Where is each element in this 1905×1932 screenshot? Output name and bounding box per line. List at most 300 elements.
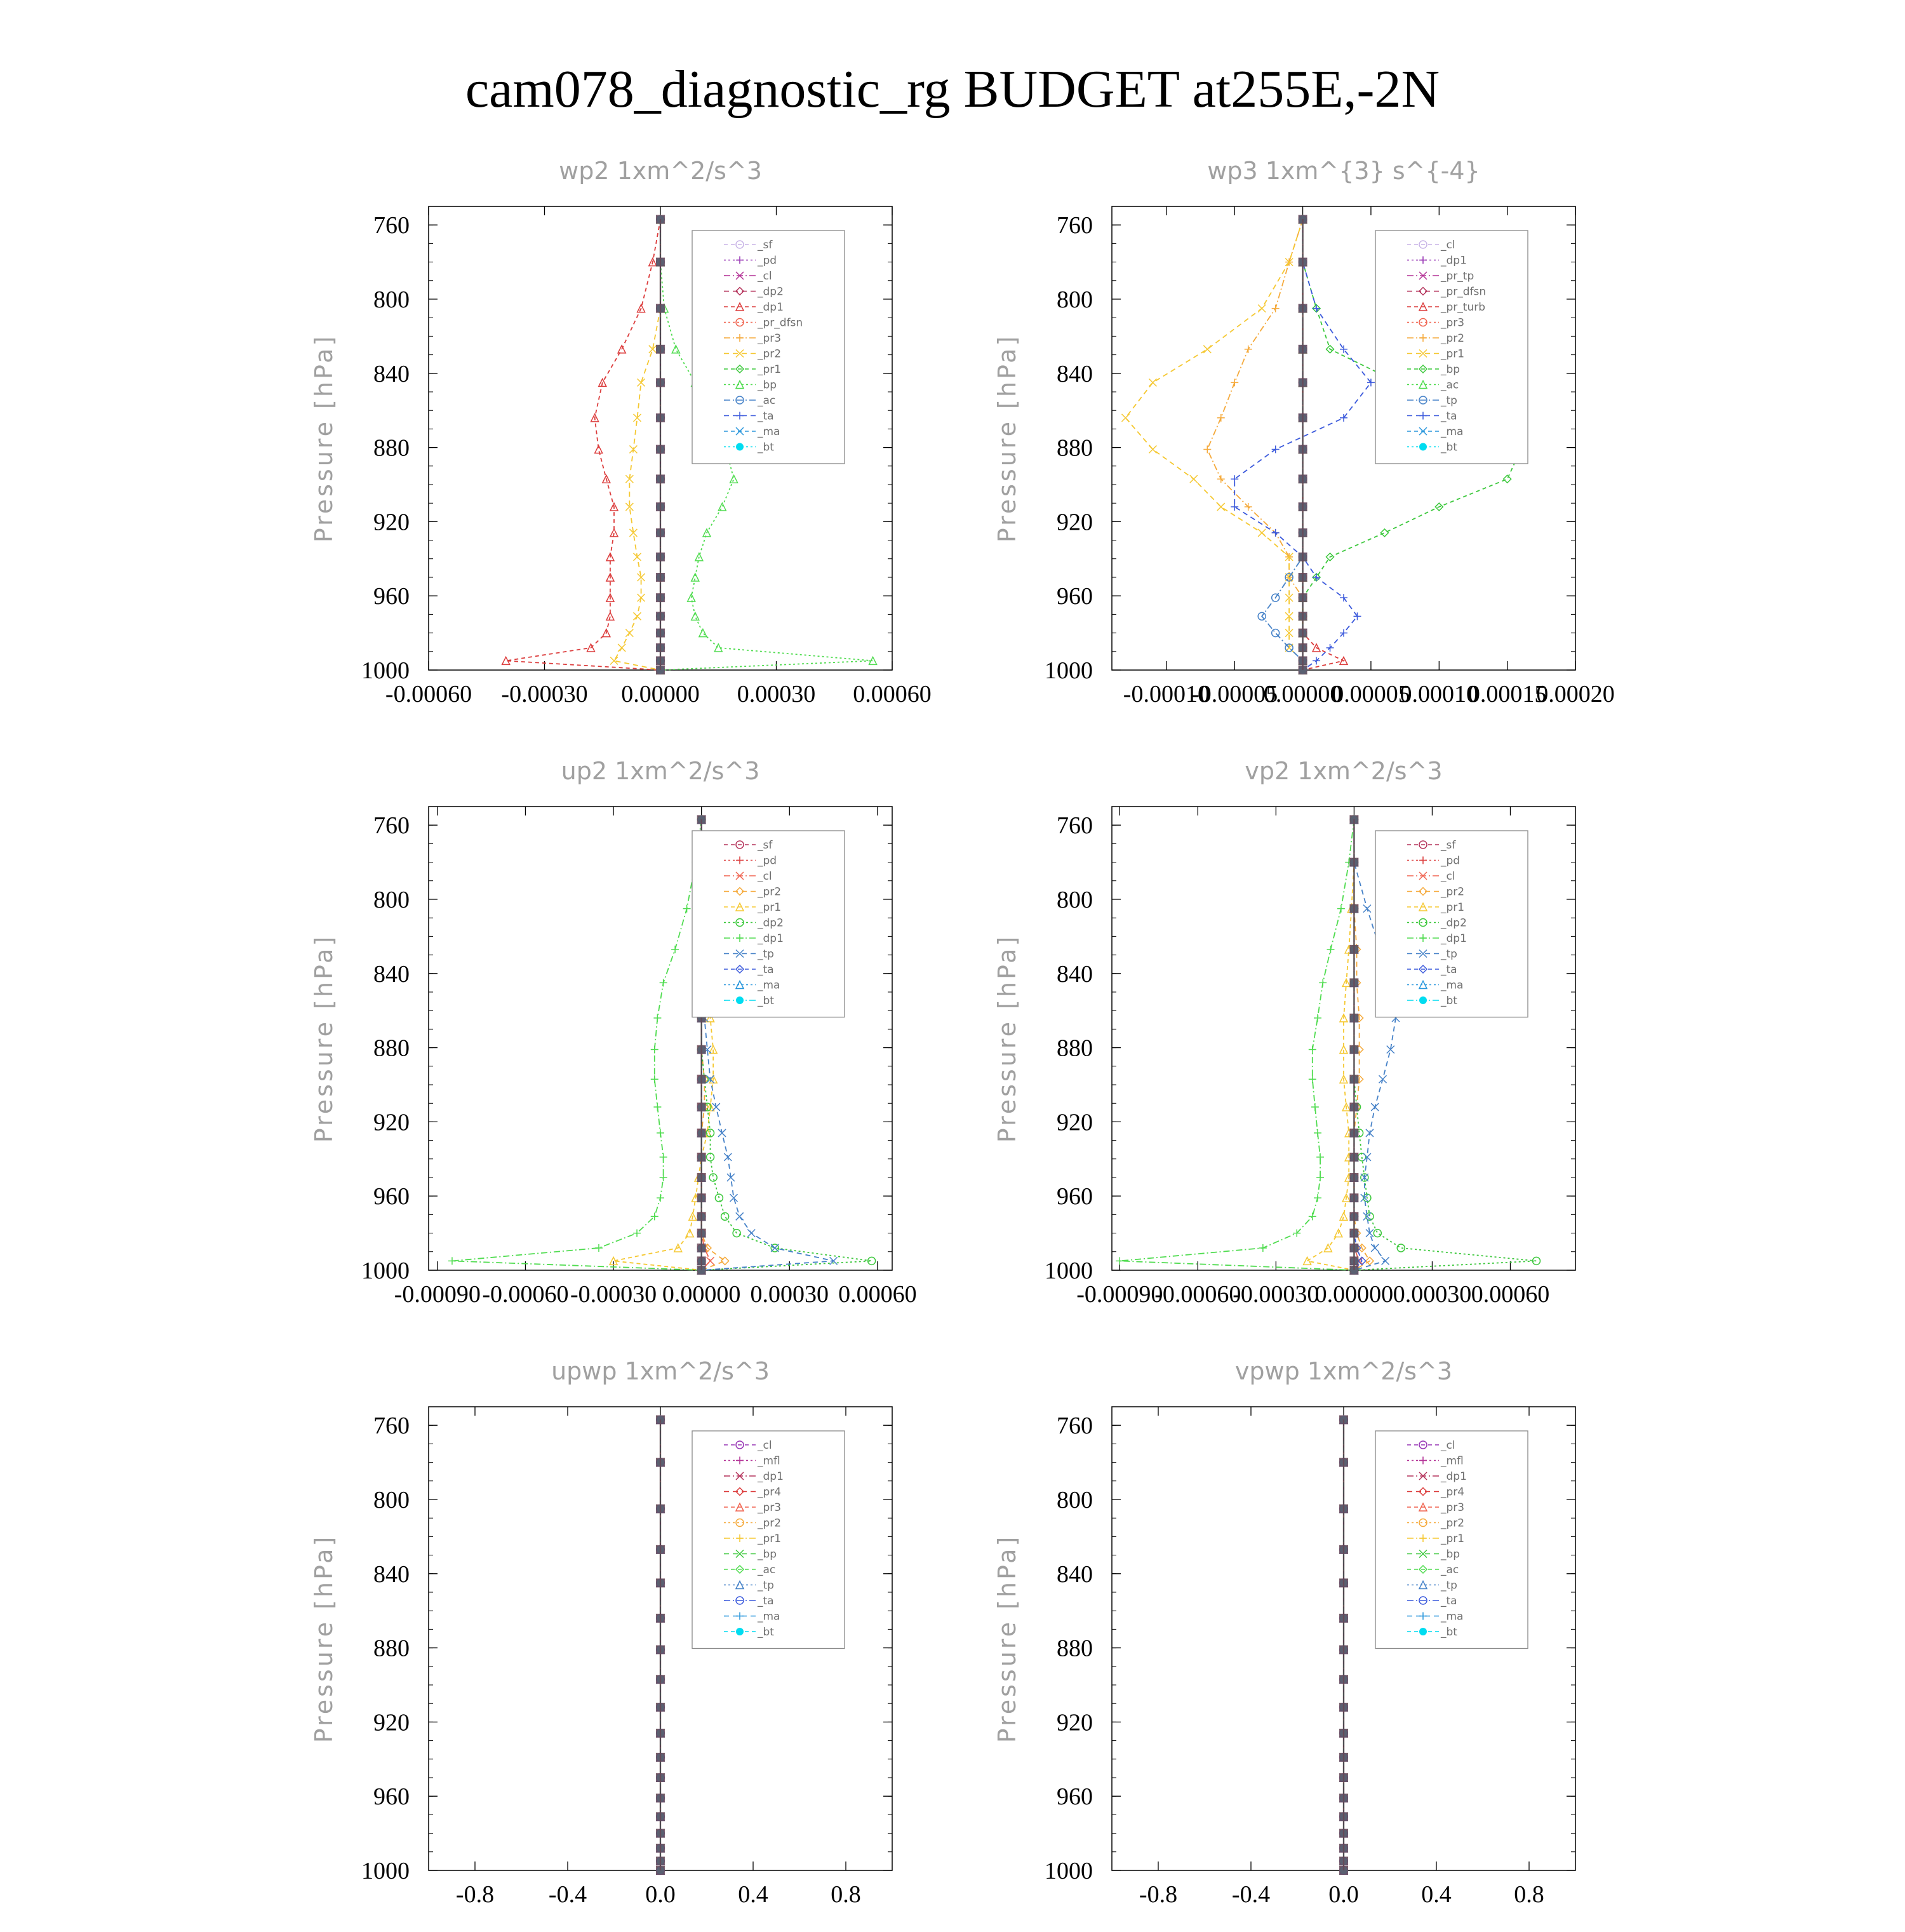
data-point <box>721 1212 729 1220</box>
legend-label: _bp <box>758 379 777 392</box>
data-point <box>656 474 665 483</box>
legend-label: _bt <box>758 441 774 454</box>
data-point <box>697 1103 706 1111</box>
data-point <box>697 1266 706 1275</box>
data-point <box>656 445 665 454</box>
data-point <box>656 1458 665 1467</box>
series-cl <box>1350 815 1363 1274</box>
data-point <box>1349 1173 1358 1182</box>
y-tick-label: 1000 <box>361 1858 410 1884</box>
data-point <box>697 1256 706 1265</box>
data-point <box>1371 1244 1379 1252</box>
series-dp1 <box>502 215 664 674</box>
panel-title: up2 1xm^2/s^3 <box>561 757 760 785</box>
data-point <box>618 644 625 652</box>
y-tick-label: 800 <box>373 1487 410 1513</box>
data-point <box>1349 815 1358 824</box>
x-tick-label: -0.00060 <box>482 1281 569 1308</box>
legend-label: _pr_turb <box>1441 301 1486 314</box>
panel-title: wp2 1xm^2/s^3 <box>559 157 762 185</box>
series-dp1 <box>1116 815 1358 1274</box>
data-point <box>671 946 679 953</box>
data-point <box>656 1545 665 1554</box>
x-tick-label: 0.00015 <box>1467 681 1547 708</box>
data-point <box>1272 305 1280 312</box>
y-tick-label: 1000 <box>361 657 410 684</box>
legend-label: _dp1 <box>758 301 784 314</box>
x-tick-label: 0.00020 <box>1536 681 1615 708</box>
data-point <box>715 1194 723 1202</box>
legend-label: _bp <box>1441 363 1460 376</box>
data-point <box>1203 446 1211 453</box>
data-point <box>1299 666 1307 674</box>
panel-wp3 <box>963 147 1788 732</box>
data-point <box>656 1614 665 1623</box>
x-tick-label: -0.4 <box>1231 1881 1271 1908</box>
y-tick-label: 840 <box>1057 360 1093 387</box>
y-tick-label: 920 <box>373 1109 410 1136</box>
y-tick-label: 960 <box>373 1183 410 1211</box>
y-tick-label: 840 <box>373 960 410 988</box>
series-pr1 <box>1121 215 1306 674</box>
legend-label: _pr2 <box>758 885 782 899</box>
data-point <box>656 1505 665 1513</box>
data-point <box>656 593 665 602</box>
data-point <box>1258 305 1266 312</box>
data-point <box>1349 1212 1358 1221</box>
data-point <box>1340 1212 1347 1220</box>
y-tick-label: 880 <box>1057 434 1093 462</box>
data-point <box>653 1103 661 1111</box>
y-tick-label: 920 <box>1057 509 1093 536</box>
data-point <box>1339 1458 1348 1467</box>
data-point <box>1299 413 1307 422</box>
legend-label: _pr1 <box>1441 1533 1465 1545</box>
x-tick-label: 0.00060 <box>853 681 932 708</box>
x-tick-label: 0.4 <box>1421 1881 1452 1908</box>
data-point <box>656 528 665 537</box>
data-point <box>1313 574 1320 581</box>
series-pr2 <box>1203 215 1306 674</box>
legend-label: _mfl <box>758 1454 780 1468</box>
data-point <box>697 1212 706 1221</box>
data-point <box>1299 612 1307 621</box>
data-point <box>1339 1856 1348 1865</box>
data-point <box>1299 502 1307 511</box>
panel-title: upwp 1xm^2/s^3 <box>551 1357 770 1385</box>
x-tick-label: -0.00030 <box>1233 1281 1320 1308</box>
data-point <box>697 1045 706 1054</box>
data-point <box>1339 1729 1348 1738</box>
data-point <box>1314 1014 1321 1022</box>
data-point <box>656 1415 665 1424</box>
x-tick-label: -0.00010 <box>1123 681 1210 708</box>
data-point <box>1299 378 1307 387</box>
data-point <box>1121 414 1129 422</box>
y-tick-label: 840 <box>1057 1560 1093 1588</box>
x-tick-label: 0.00000 <box>1314 1281 1394 1308</box>
data-point <box>656 573 665 582</box>
data-point <box>1339 1505 1348 1513</box>
panel-vpwp <box>963 1348 1788 1932</box>
x-tick-label: 0.00030 <box>737 681 816 708</box>
data-point <box>1217 414 1225 422</box>
data-point <box>1339 1812 1348 1821</box>
series-line <box>1125 219 1302 670</box>
legend-label: _ma <box>758 979 780 992</box>
data-point <box>1299 474 1307 483</box>
data-point <box>660 979 667 986</box>
y-tick-label: 760 <box>1057 1412 1093 1440</box>
data-point <box>1313 305 1320 312</box>
x-tick-label: 0.00030 <box>1393 1281 1472 1308</box>
legend-label: _pr1 <box>758 901 782 914</box>
data-point <box>656 215 665 224</box>
data-point <box>1504 475 1511 483</box>
data-point <box>1304 1257 1311 1265</box>
data-point <box>656 1703 665 1712</box>
data-point <box>1349 1193 1358 1202</box>
data-point <box>656 612 665 621</box>
series-line <box>1120 819 1354 1270</box>
data-point <box>707 1257 714 1265</box>
y-tick-label: 760 <box>373 812 410 840</box>
data-point <box>1309 1075 1316 1083</box>
data-point <box>656 1578 665 1587</box>
data-point <box>448 1257 456 1265</box>
data-point <box>656 1812 665 1821</box>
y-axis-label: Pressure [hPa] <box>310 1534 338 1743</box>
data-point <box>656 643 665 652</box>
data-point <box>638 379 645 386</box>
y-tick-label: 1000 <box>1045 1858 1093 1884</box>
series-pr1 <box>1304 815 1358 1274</box>
data-point <box>656 1729 665 1738</box>
legend-label: _ta <box>758 963 774 976</box>
data-point <box>1309 1212 1316 1220</box>
x-tick-label: -0.00030 <box>501 681 588 708</box>
data-point <box>1374 1230 1381 1237</box>
y-tick-label: 1000 <box>1045 657 1093 684</box>
data-point <box>1397 1244 1405 1252</box>
data-point <box>1116 1257 1123 1265</box>
x-tick-label: -0.00090 <box>1076 1281 1163 1308</box>
data-point <box>1349 1045 1358 1054</box>
x-tick-label: 0.00000 <box>662 1281 741 1308</box>
data-point <box>1339 1545 1348 1554</box>
data-point <box>1258 529 1266 537</box>
y-tick-label: 840 <box>373 360 410 387</box>
data-point <box>1327 946 1334 953</box>
data-point <box>1327 644 1334 652</box>
y-tick-label: 960 <box>373 583 410 610</box>
legend-label: _tp <box>1441 948 1457 961</box>
data-point <box>1217 475 1225 483</box>
legend-label: _pr4 <box>758 1486 782 1499</box>
legend-label: _pr3 <box>758 1501 782 1514</box>
data-point <box>1349 858 1358 867</box>
legend-label: _dp2 <box>758 916 784 930</box>
legend-label: _dp1 <box>1441 932 1467 945</box>
data-point <box>656 258 665 267</box>
y-tick-label: 920 <box>373 509 410 536</box>
series-line <box>614 219 660 670</box>
legend-label: _ma <box>1441 979 1464 992</box>
data-point <box>1299 215 1307 224</box>
legend-label: _cl <box>1441 1439 1455 1452</box>
data-point <box>1272 446 1280 453</box>
data-point <box>1190 475 1198 483</box>
legend-label: _ta <box>1441 1595 1457 1607</box>
data-point <box>1371 1103 1379 1111</box>
data-point <box>656 1646 665 1654</box>
data-point <box>1299 643 1307 652</box>
data-point <box>656 656 665 665</box>
y-tick-label: 880 <box>1057 1635 1093 1662</box>
panel-title: wp3 1xm^{3} s^{-4} <box>1207 157 1480 185</box>
data-point <box>1314 1129 1321 1137</box>
x-tick-label: 0.00000 <box>1263 681 1342 708</box>
data-point <box>656 1856 665 1865</box>
series-line <box>1307 819 1354 1270</box>
data-point <box>656 629 665 638</box>
legend-label: _ac <box>758 1564 776 1576</box>
data-point <box>1231 503 1238 511</box>
legend-label: _sf <box>758 839 773 852</box>
data-point <box>730 475 738 483</box>
data-point <box>697 1193 706 1202</box>
data-point <box>1349 1103 1358 1111</box>
data-point <box>1259 1244 1267 1252</box>
legend-label: _ma <box>758 1610 780 1623</box>
y-tick-label: 960 <box>1057 583 1093 610</box>
y-axis-label: Pressure [hPa] <box>310 934 338 1143</box>
data-point <box>718 1129 726 1137</box>
data-point <box>1217 503 1225 511</box>
data-point <box>656 345 665 354</box>
legend-label: _tp <box>1441 1579 1457 1592</box>
data-point <box>656 1844 665 1853</box>
legend-label: _pd <box>758 854 777 868</box>
legend-label: _tp <box>1441 394 1457 407</box>
chart-svg <box>963 748 1788 1332</box>
data-point <box>656 1773 665 1782</box>
legend-label: _bt <box>1441 1626 1457 1639</box>
x-tick-label: -0.00060 <box>1154 1281 1241 1308</box>
data-point <box>1349 1244 1358 1252</box>
data-point <box>683 905 691 913</box>
data-point <box>697 1153 706 1162</box>
data-point <box>1339 1753 1348 1762</box>
data-point <box>1339 1844 1348 1853</box>
data-point <box>1382 1257 1389 1265</box>
panel-title: vp2 1xm^2/s^3 <box>1245 757 1443 785</box>
x-tick-label: 0.8 <box>1514 1881 1544 1908</box>
data-point <box>1339 1866 1348 1875</box>
legend-label: _pd <box>1441 854 1460 868</box>
data-point <box>1349 904 1358 913</box>
series-dp1 <box>448 815 705 1274</box>
data-point <box>718 503 726 511</box>
data-point <box>699 629 707 637</box>
data-point <box>657 1194 664 1202</box>
data-point <box>656 502 665 511</box>
legend-label: _dp2 <box>1441 916 1467 930</box>
y-tick-label: 800 <box>373 286 410 313</box>
x-tick-label: -0.00090 <box>394 1281 481 1308</box>
y-axis-label: Pressure [hPa] <box>310 333 338 543</box>
series-line <box>452 819 702 1270</box>
data-point <box>1299 445 1307 454</box>
data-point <box>656 413 665 422</box>
legend-label: _pr1 <box>758 363 782 376</box>
y-tick-label: 800 <box>373 887 410 913</box>
legend-label: _pr3 <box>1441 316 1465 330</box>
data-point <box>1349 1229 1358 1238</box>
x-tick-label: -0.00060 <box>385 681 472 708</box>
legend-label: _pr1 <box>1441 901 1465 914</box>
data-point <box>653 1014 661 1022</box>
legend-label: _ac <box>758 394 776 407</box>
data-point <box>656 1794 665 1802</box>
y-tick-label: 840 <box>1057 960 1093 988</box>
x-tick-label: -0.8 <box>455 1881 495 1908</box>
legend-label: _ac <box>1441 379 1459 392</box>
legend-label: _pr1 <box>758 1533 782 1545</box>
series-pr_turb <box>1299 215 1347 674</box>
data-point <box>1309 1046 1316 1054</box>
data-point <box>1319 979 1327 986</box>
y-tick-label: 760 <box>373 1412 410 1440</box>
legend-label: _pr_tp <box>1441 270 1474 283</box>
legend-label: _pr2 <box>1441 885 1465 899</box>
legend-label: _pr4 <box>1441 1486 1465 1499</box>
series-line <box>1303 219 1344 670</box>
data-point <box>1339 1614 1348 1623</box>
data-point <box>656 378 665 387</box>
data-point <box>1339 1773 1348 1782</box>
legend-label: _ta <box>1441 963 1457 976</box>
legend-label: _pr_dfsn <box>758 316 803 330</box>
x-tick-label: 0.00005 <box>1332 681 1410 708</box>
x-tick-label: 0.00010 <box>1400 681 1479 708</box>
data-point <box>1339 1829 1348 1838</box>
data-point <box>651 1046 658 1054</box>
data-point <box>656 1866 665 1875</box>
data-point <box>1299 629 1307 638</box>
data-point <box>1363 905 1371 913</box>
data-point <box>1313 657 1320 664</box>
legend-label: _cl <box>758 270 772 283</box>
data-point <box>660 1174 667 1181</box>
data-point <box>660 1153 667 1161</box>
data-point <box>1299 553 1307 561</box>
data-point <box>1299 304 1307 313</box>
data-point <box>1339 1578 1348 1587</box>
data-point <box>672 345 679 353</box>
legend-label: _cl <box>758 870 772 883</box>
data-point <box>1349 945 1358 954</box>
legend-label: _ta <box>758 1595 774 1607</box>
y-tick-label: 800 <box>1057 1487 1093 1513</box>
panel-title: vpwp 1xm^2/s^3 <box>1234 1357 1453 1385</box>
data-point <box>1339 1794 1348 1802</box>
legend-label: _bp <box>1441 1548 1460 1561</box>
legend-label: _pr3 <box>1441 1501 1465 1514</box>
data-point <box>651 1075 658 1083</box>
y-tick-label: 960 <box>1057 1783 1093 1811</box>
data-point <box>697 1244 706 1252</box>
x-tick-label: 0.00000 <box>621 681 700 708</box>
chart-svg <box>963 1348 1788 1932</box>
data-point <box>1203 345 1211 353</box>
y-tick-label: 760 <box>1057 212 1093 239</box>
x-tick-label: 0.0 <box>1328 1881 1359 1908</box>
legend-label: _dp1 <box>758 1470 784 1483</box>
data-point <box>697 815 706 824</box>
data-point <box>656 1829 665 1838</box>
data-point <box>736 1212 744 1220</box>
data-point <box>1149 446 1156 453</box>
data-point <box>1299 573 1307 582</box>
x-tick-label: -0.8 <box>1139 1881 1178 1908</box>
data-point <box>1379 1075 1387 1083</box>
legend-label: _tp <box>758 948 774 961</box>
y-tick-label: 760 <box>373 212 410 239</box>
y-axis-label: Pressure [hPa] <box>993 333 1021 543</box>
data-point <box>1349 1153 1358 1162</box>
data-point <box>1337 905 1345 913</box>
y-axis-label: Pressure [hPa] <box>993 934 1021 1143</box>
data-point <box>1231 379 1238 386</box>
data-point <box>697 1129 706 1137</box>
legend-label: _pr3 <box>758 332 782 345</box>
x-tick-label: 0.0 <box>645 1881 676 1908</box>
figure-title: cam078_diagnostic_rg BUDGET at255E,-2N <box>465 60 1440 119</box>
data-point <box>1339 1675 1348 1684</box>
legend-label: _sf <box>1441 839 1456 852</box>
legend-label: _ta <box>1441 410 1457 423</box>
data-point <box>1339 1703 1348 1712</box>
legend-label: _cl <box>1441 870 1455 883</box>
data-point <box>1316 1153 1324 1161</box>
y-tick-label: 920 <box>1057 1709 1093 1736</box>
data-point <box>1380 529 1388 537</box>
legend-label: _cl <box>758 1439 772 1452</box>
legend-label: _dp1 <box>1441 254 1467 267</box>
legend-label: _bt <box>758 995 774 1007</box>
legend-label: _dp2 <box>758 285 784 299</box>
data-point <box>1314 1194 1321 1202</box>
x-tick-label: -0.00005 <box>1191 681 1278 708</box>
data-point <box>1299 656 1307 665</box>
y-tick-label: 1000 <box>1045 1258 1093 1284</box>
y-tick-label: 960 <box>373 1783 410 1811</box>
y-tick-label: 880 <box>373 1035 410 1062</box>
legend-label: _sf <box>758 239 773 252</box>
x-tick-label: 0.00060 <box>838 1281 917 1308</box>
data-point <box>697 1229 706 1238</box>
legend-label: _ta <box>758 410 774 423</box>
data-point <box>1349 1014 1358 1023</box>
series-line <box>1354 819 1359 1270</box>
data-point <box>656 666 665 674</box>
series-line <box>1262 219 1302 670</box>
y-tick-label: 880 <box>373 1635 410 1662</box>
legend-label: _pr2 <box>1441 332 1465 345</box>
data-point <box>1231 475 1238 483</box>
legend-label: _pr_dfsn <box>1441 285 1487 299</box>
